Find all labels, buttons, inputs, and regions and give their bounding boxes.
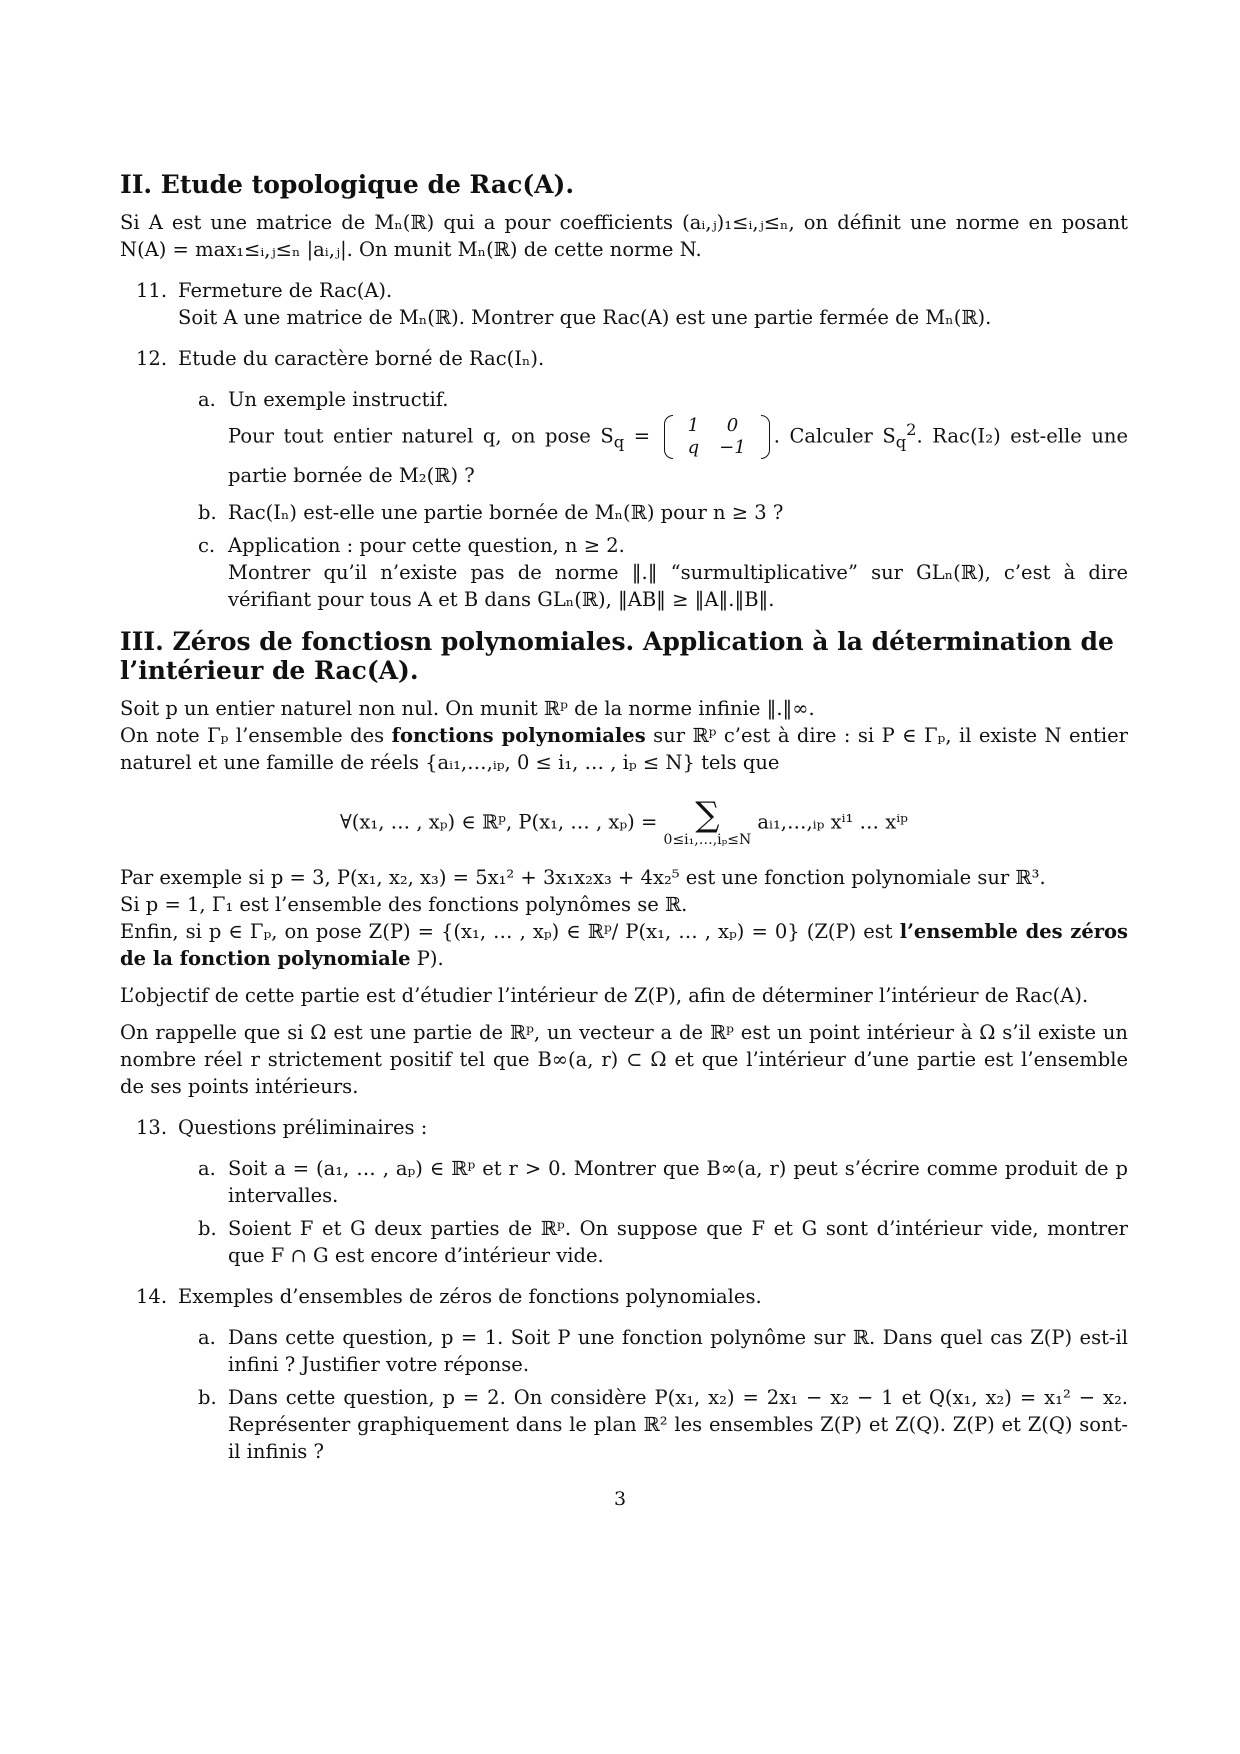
subquestion-text: Dans cette question, p = 1. Soit P une fonction polynôme sur ℝ. Dans quel cas Z(P) est-il infini ? Justifier votre réponse.: [228, 1326, 1128, 1377]
question-title: Exemples d’ensembles de zéros de fonctions polynomiales.: [178, 1285, 762, 1309]
subquestion-label: b.: [198, 501, 217, 525]
question-title: Etude du caractère borné de Rac(Iₙ).: [178, 347, 545, 370]
question-14: [120, 1283, 1128, 1310]
matrix-cell: −1: [719, 437, 746, 458]
subquestion-label: b.: [198, 1217, 217, 1241]
question-14b: [120, 1384, 1128, 1465]
question-12b: [120, 499, 1128, 526]
sum-index: 0≤i₁,…,iₚ≤N: [663, 832, 752, 849]
section-3-paragraph: Soit p un entier naturel non nul. On munit ℝᵖ de la norme infinie ‖.‖∞.: [120, 697, 815, 721]
sum-symbol: ∑: [695, 795, 720, 836]
text-fragment: Pour tout entier naturel q, on pose S: [228, 424, 614, 448]
bold-term: fonctions polynomiales: [391, 724, 646, 748]
section-2-intro: Si A est une matrice de Mₙ(ℝ) qui a pour coefficients (aᵢ,ⱼ)₁≤ᵢ,ⱼ≤ₙ, on définit une norme en posant N(A) = max₁≤ᵢ,ⱼ≤ₙ |aᵢ,ⱼ|. On munit Mₙ(ℝ) de cette norme N.: [120, 211, 1128, 261]
subquestion-label: a.: [198, 1326, 216, 1350]
section-3-title: III. Zéros de fonctiosn polynomiales. Application à la détermination de l’intérieur de Rac(A).: [120, 627, 1114, 686]
subquestion-title: Application : pour cette question, n ≥ 2.: [228, 534, 625, 558]
text-fragment: On note Γₚ l’ensemble des: [120, 724, 392, 748]
question-text: Soit A une matrice de Mₙ(ℝ). Montrer que Rac(A) est une partie fermée de Mₙ(ℝ).: [178, 306, 992, 329]
matrix-sq: [664, 415, 770, 459]
polynomial-formula: [120, 795, 1128, 849]
subquestion-label: a.: [198, 388, 216, 411]
text-fragment: Enfin, si p ∈ Γₚ, on pose Z(P) = {(x₁, … , xₚ) ∈ ℝᵖ/ P(x₁, … , xₚ) = 0} (Z(P) est: [120, 920, 900, 944]
subquestion-text: Montrer qu’il n’existe pas de norme ‖.‖ “surmultiplicative” sur GLₙ(ℝ), c’est à dire vérifiant pour tous A et B dans GLₙ(ℝ), ‖AB‖ ≥ ‖A‖.‖B‖.: [228, 561, 1128, 612]
question-12c: [120, 532, 1128, 613]
superscript: 2: [906, 420, 917, 439]
subquestion-title: Un exemple instructif.: [228, 388, 449, 411]
matrix-cell: q: [687, 437, 700, 458]
text-fragment: . Calculer S: [773, 424, 896, 448]
text-fragment: sur ℝᵖ c’est à dire : si P ∈ Γₚ, il existe N entier naturel et une famille de réels {aᵢ₁,…,ᵢₚ, 0 ≤ i₁, … , iₚ ≤ N} tels que: [120, 724, 1129, 775]
text-fragment: . Rac(I₂) est-elle une partie bornée de M₂(ℝ) ?: [228, 424, 1128, 488]
section-3-paragraph: [120, 918, 1128, 972]
section-3-paragraph: [120, 722, 1128, 776]
question-14a: [120, 1324, 1128, 1378]
subquestion-label: a.: [198, 1157, 216, 1181]
document-page: [120, 170, 1128, 1465]
equals-sign: =: [624, 424, 660, 448]
subscript: q: [613, 432, 625, 452]
question-11: [120, 277, 1128, 331]
formula-left: ∀(x₁, … , xₚ) ∈ ℝᵖ, P(x₁, … , xₚ) =: [340, 810, 658, 834]
question-13: [120, 1114, 1128, 1141]
subquestion-label: c.: [198, 534, 216, 558]
text-fragment: P).: [410, 947, 444, 971]
question-title: Fermeture de Rac(A).: [178, 279, 393, 302]
section-3-paragraph: Si p = 1, Γ₁ est l’ensemble des fonctions polynômes se ℝ.: [120, 893, 688, 917]
sum-operator: [663, 795, 752, 849]
formula-right: aᵢ₁,…,ᵢₚ xⁱ¹ … xⁱᵖ: [757, 810, 908, 834]
question-number: 12.: [136, 347, 168, 370]
section-3-paragraph: L’objectif de cette partie est d’étudier l’intérieur de Z(P), afin de déterminer l’intérieur de Rac(A).: [120, 984, 1089, 1008]
section-3-paragraph: On rappelle que si Ω est une partie de ℝᵖ, un vecteur a de ℝᵖ est un point intérieur à Ω s’il existe un nombre réel r strictement positif tel que B∞(a, r) ⊂ Ω et que l’intérieur d’une partie est l’ensemble de ses points intérieurs.: [120, 1021, 1128, 1099]
question-number: 11.: [136, 279, 168, 302]
section-3-paragraph: Par exemple si p = 3, P(x₁, x₂, x₃) = 5x₁² + 3x₁x₂x₃ + 4x₂⁵ est une fonction polynomiale sur ℝ³.: [120, 866, 1046, 890]
question-13b: [120, 1215, 1128, 1269]
question-12: [120, 345, 1128, 372]
subquestion-text: Soient F et G deux parties de ℝᵖ. On suppose que F et G sont d’intérieur vide, montrer que F ∩ G est encore d’intérieur vide.: [228, 1217, 1128, 1268]
question-13a: [120, 1155, 1128, 1209]
question-number: 13.: [136, 1116, 168, 1140]
page-number: 3: [613, 1488, 627, 1510]
question-number: 14.: [136, 1285, 168, 1309]
question-title: Questions préliminaires :: [178, 1116, 428, 1140]
matrix-cell: 0: [726, 415, 739, 436]
matrix-cell: 1: [687, 415, 700, 436]
subquestion-label: b.: [198, 1386, 217, 1410]
subquestion-text: [228, 413, 1128, 493]
question-12a: [120, 386, 1128, 493]
subquestion-text: Soit a = (a₁, … , aₚ) ∈ ℝᵖ et r > 0. Montrer que B∞(a, r) peut s’écrire comme produit de p intervalles.: [228, 1157, 1128, 1208]
section-2-title: II. Etude topologique de Rac(A).: [120, 170, 575, 199]
subquestion-text: Rac(Iₙ) est-elle une partie bornée de Mₙ(ℝ) pour n ≥ 3 ?: [228, 501, 784, 525]
subscript: q: [895, 432, 907, 452]
subquestion-text: Dans cette question, p = 2. On considère P(x₁, x₂) = 2x₁ − x₂ − 1 et Q(x₁, x₂) = x₁² − x₂. Représenter graphiquement dans le plan ℝ² les ensembles Z(P) et Z(Q). Z(P) et Z(Q) sont-il infinis ?: [228, 1386, 1128, 1464]
bold-term: l’ensemble des zéros de la fonction polynomiale: [120, 920, 1128, 971]
